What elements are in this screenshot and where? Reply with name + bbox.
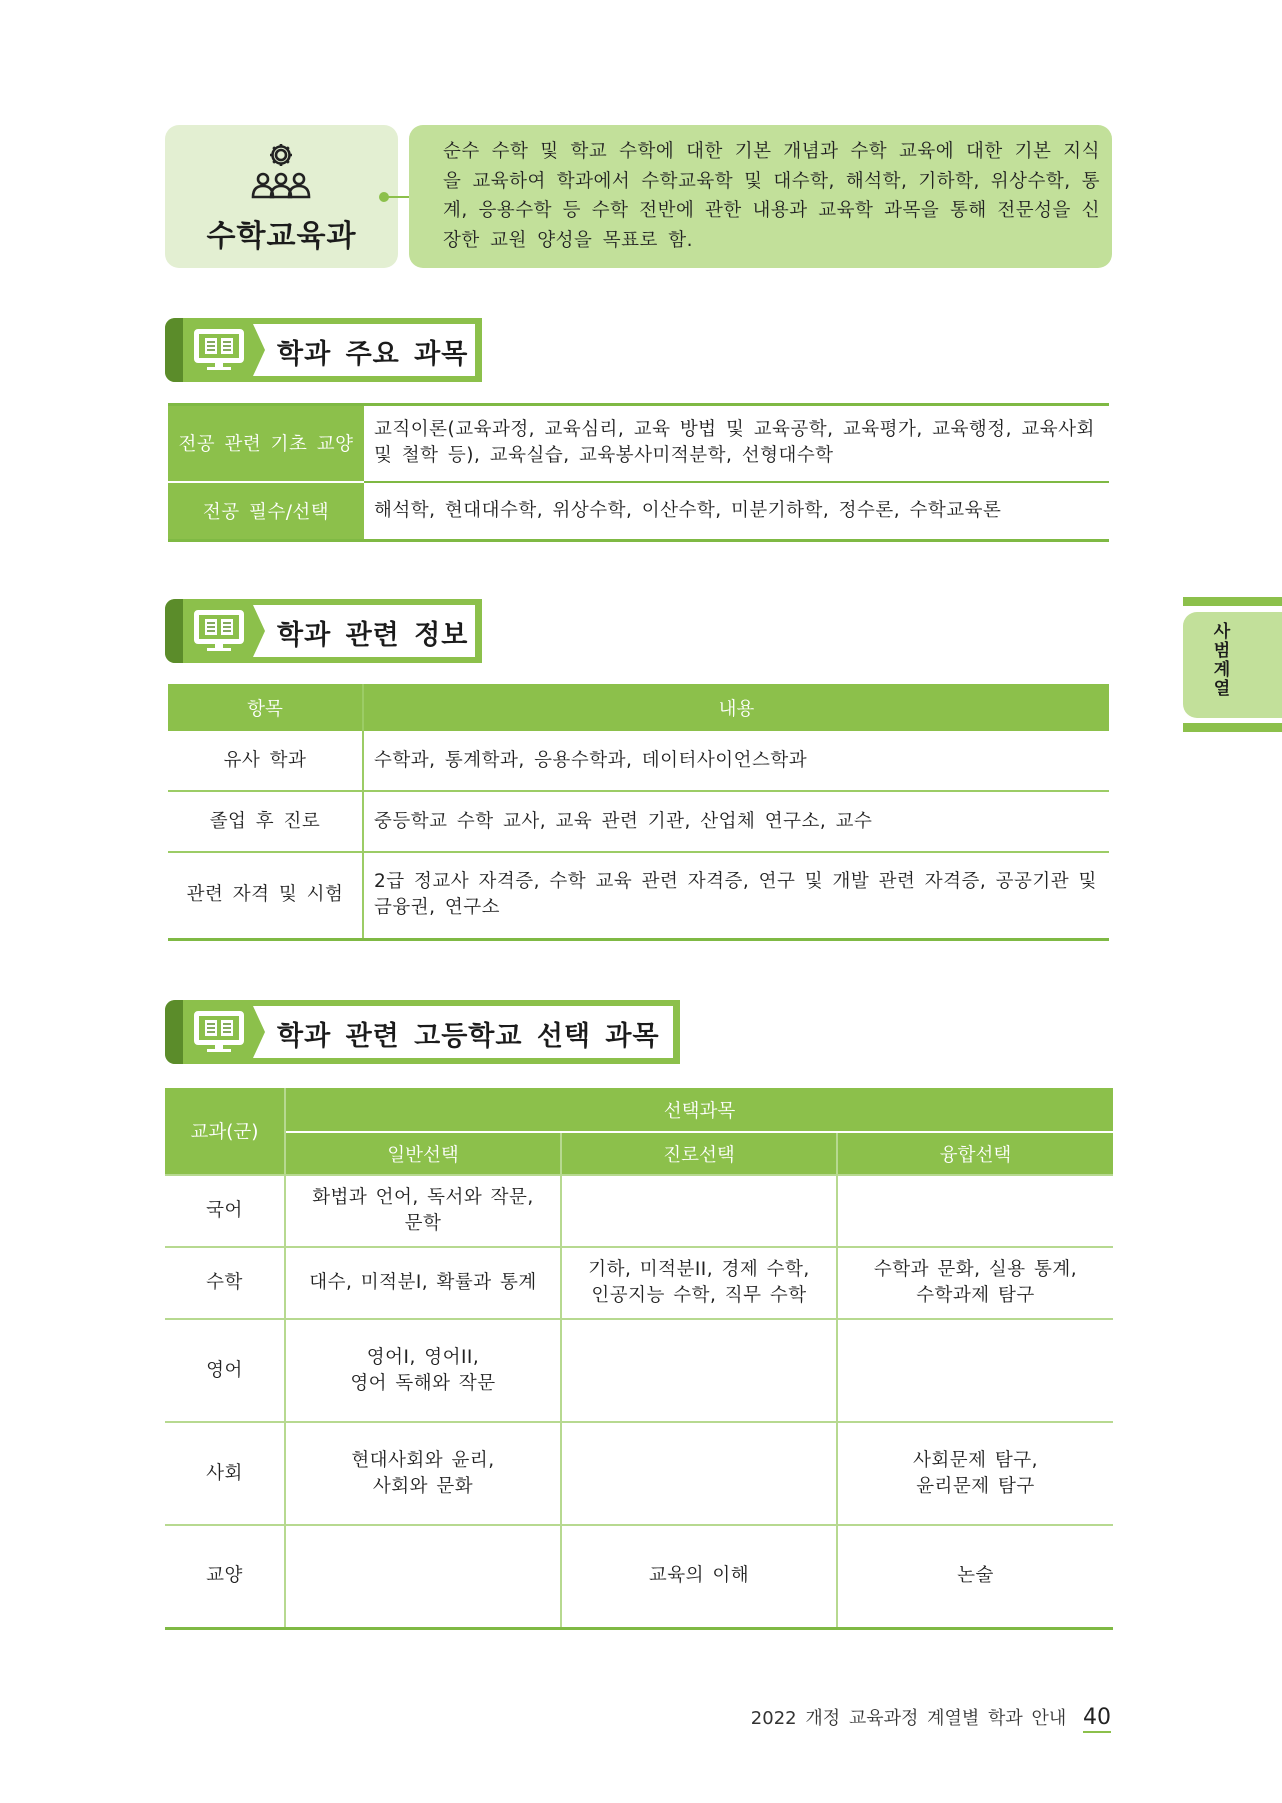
- career-cell: [561, 1525, 837, 1628]
- table-header-row: [165, 1088, 1113, 1132]
- row-label: 전공 관련 기초 교양: [168, 405, 364, 482]
- page-footer: [751, 1704, 1111, 1730]
- row-content: 중등학교 수학 교사, 교육 관련 기관, 산업체 연구소, 교수: [363, 791, 1109, 852]
- column-header: 항목: [168, 684, 363, 731]
- column-header: 진로선택: [561, 1132, 837, 1175]
- subject-cell: 영어: [165, 1319, 285, 1422]
- cell-line: 윤리문제 탐구: [916, 1475, 1035, 1497]
- subject-cell: 국어: [165, 1175, 285, 1247]
- subject-cell: 사회: [165, 1422, 285, 1525]
- general-cell: [285, 1175, 561, 1247]
- career-cell: [561, 1319, 837, 1422]
- row-item: 유사 학과: [168, 731, 363, 791]
- fusion-cell: [837, 1422, 1113, 1525]
- monitor-book-icon: [193, 328, 245, 372]
- section-header-related-info: [165, 599, 482, 663]
- cell-line: 수학과제 탐구: [916, 1285, 1035, 1306]
- section-title: 학과 관련 고등학교 선택 과목: [277, 1021, 660, 1052]
- table-row: [168, 731, 1109, 791]
- monitor-book-icon: [193, 609, 245, 653]
- cell-line: 수학과 문화, 실용 통계,: [873, 1259, 1078, 1280]
- cell-line: 문학: [404, 1213, 442, 1234]
- subject-header: 교과(군): [165, 1088, 285, 1175]
- cell-line: 영어I, 영어II,: [366, 1346, 480, 1368]
- cell-line: 사회와 문화: [372, 1475, 474, 1497]
- highschool-courses-table: [165, 1088, 1113, 1630]
- table-row: [168, 482, 1109, 541]
- table-row: [165, 1319, 1113, 1422]
- fusion-cell: [837, 1175, 1113, 1247]
- row-content: 수학과, 통계학과, 응용수학과, 데이터사이언스학과: [363, 731, 1109, 791]
- fusion-cell: [837, 1525, 1113, 1628]
- career-cell: [561, 1247, 837, 1319]
- table-row: [168, 852, 1109, 939]
- department-card: [165, 125, 398, 268]
- table-row: [168, 791, 1109, 852]
- footer-text: 2022 개정 교육과정 계열별 학과 안내: [750, 1708, 1067, 1729]
- fusion-cell: [837, 1247, 1113, 1319]
- table-row: [165, 1247, 1113, 1319]
- section-header-major-courses: [165, 318, 482, 382]
- department-description-box: [409, 125, 1112, 268]
- career-cell: [561, 1175, 837, 1247]
- people-gear-icon: [248, 141, 314, 201]
- department-description: 순수 수학 및 학교 수학에 대한 기본 개념과 수학 교육에 대한 기본 지식을 교육하여 학과에서 수학교육학 및 대수학, 해석학, 기하학, 위상수학, 통계, 응용수학 등 수학 전반에 관한 내용과 교육학 과목을 통해 전문성을 신장한 교원 양성을 목표로 함.: [443, 141, 1100, 251]
- cell-line: 현대사회와 윤리,: [351, 1449, 495, 1471]
- section-title: 학과 주요 과목: [277, 339, 469, 370]
- general-cell: [285, 1247, 561, 1319]
- column-header: 내용: [363, 684, 1109, 731]
- cell-line: 교육의 이해: [648, 1565, 750, 1587]
- section-header-highschool-courses: [165, 1000, 680, 1064]
- table-row: [168, 405, 1109, 482]
- subject-cell: 교양: [165, 1525, 285, 1628]
- cell-line: 논술: [957, 1565, 994, 1587]
- general-cell: [285, 1319, 561, 1422]
- major-courses-table: [168, 403, 1109, 542]
- cell-line: 대수, 미적분I, 확률과 통계: [309, 1272, 537, 1293]
- table-header-row: [165, 1132, 1113, 1175]
- department-title: 수학교육과: [206, 219, 357, 254]
- side-tab-label: 사 범 계 열: [1213, 622, 1231, 699]
- row-item: 관련 자격 및 시험: [168, 852, 363, 939]
- row-item: 졸업 후 진로: [168, 791, 363, 852]
- cell-line: 인공지능 수학, 직무 수학: [591, 1285, 807, 1306]
- cell-line: 사회문제 탐구,: [913, 1449, 1038, 1471]
- table-header-row: [168, 684, 1109, 731]
- row-label: 전공 필수/선택: [168, 482, 364, 541]
- page-number: 40: [1083, 1705, 1111, 1733]
- general-cell: [285, 1422, 561, 1525]
- career-cell: [561, 1422, 837, 1525]
- row-content: 2급 정교사 자격증, 수학 교육 관련 자격증, 연구 및 개발 관련 자격증, 공공기관 및 금융권, 연구소: [374, 871, 1097, 919]
- side-tab[interactable]: [1183, 597, 1282, 732]
- fusion-cell: [837, 1319, 1113, 1422]
- group-header: 선택과목: [285, 1088, 1113, 1132]
- row-value: 해석학, 현대대수학, 위상수학, 이산수학, 미분기하학, 정수론, 수학교육론: [364, 482, 1109, 541]
- table-row: [165, 1422, 1113, 1525]
- column-header: 일반선택: [285, 1132, 561, 1175]
- column-header: 융합선택: [837, 1132, 1113, 1175]
- row-value: 교직이론(교육과정, 교육심리, 교육 방법 및 교육공학, 교육평가, 교육행정, 교육사회 및 철학 등), 교육실습, 교육봉사미적분학, 선형대수학: [364, 405, 1109, 482]
- general-cell: [285, 1525, 561, 1628]
- monitor-book-icon: [193, 1010, 245, 1054]
- cell-line: 영어 독해와 작문: [350, 1372, 496, 1394]
- cell-line: 기하, 미적분II, 경제 수학,: [588, 1259, 810, 1280]
- cell-line: 화법과 언어, 독서와 작문,: [312, 1187, 534, 1208]
- table-row: [165, 1175, 1113, 1247]
- related-info-table: [168, 684, 1109, 941]
- table-row: [165, 1525, 1113, 1628]
- subject-cell: 수학: [165, 1247, 285, 1319]
- section-title: 학과 관련 정보: [277, 620, 469, 651]
